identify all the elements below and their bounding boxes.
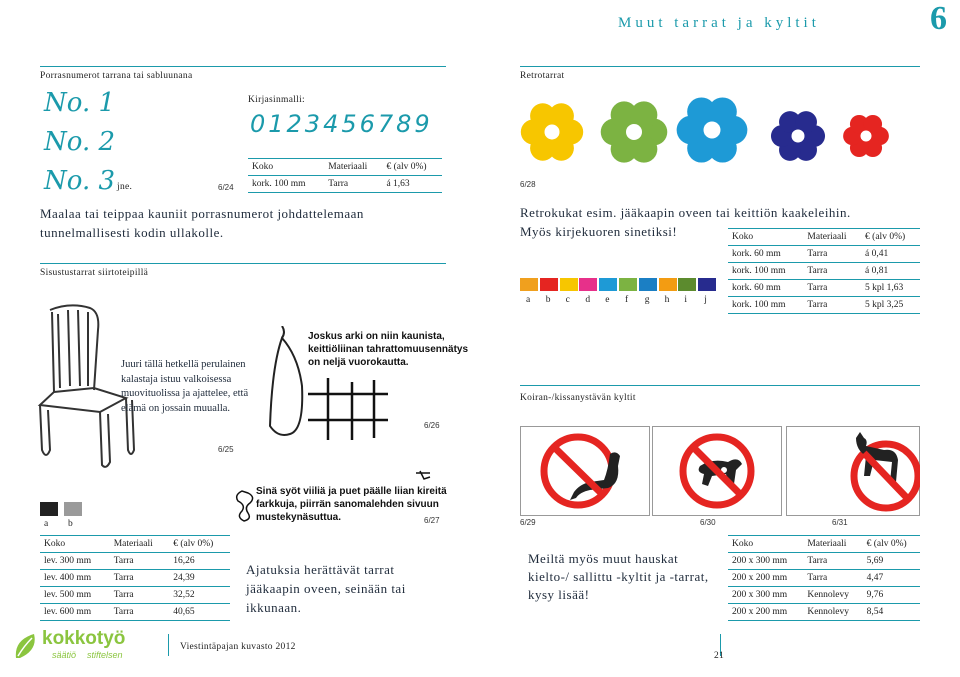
retro-swatch-j <box>698 278 716 291</box>
retro-swatch-label-a: a <box>526 295 531 305</box>
stair-sample-3: No. 3 <box>44 166 116 196</box>
logo-sub2: stiftelsen <box>87 650 123 660</box>
retro-swatch-a <box>520 278 538 291</box>
sign-code-2: 6/30 <box>700 518 716 527</box>
retro-swatch-d <box>579 278 597 291</box>
signs-price-table: Koko Materiaali € (alv 0%) 200 x 300 mm Tarra 5,69 200 x 200 mm Tarra 4,47 200 x 300 mm Kennolevy 9,76 200 x 200 mm Kennolevy 8,54 <box>728 535 920 621</box>
towel-image <box>268 326 308 438</box>
chair-quote: Juuri tällä hetkellä perulainen kalastaja istuu valkoisessa muovituolissa ja ajattelee, että elämä on jossain muualla. <box>121 359 249 414</box>
retro-swatch-f <box>619 278 637 291</box>
product-code: 6/24 <box>218 183 234 192</box>
retro-swatch-c <box>560 278 578 291</box>
retro-swatch-label-c: c <box>565 295 570 305</box>
no-dogs-sign-1 <box>520 426 650 516</box>
retro-flower-3 <box>677 97 748 162</box>
retro-flower-1 <box>521 103 583 160</box>
retro-swatch-label-j: j <box>704 295 707 305</box>
logo-sub: säätiö <box>52 650 77 660</box>
font-sample-digits: 0123456789 <box>250 110 433 138</box>
no-cats-sign <box>786 426 920 516</box>
retro-swatch-label-e: e <box>605 295 610 305</box>
retro-swatch-label-b: b <box>545 295 551 305</box>
signs-title: Koiran-/kissanystävän kyltit <box>520 393 636 403</box>
pen-code: 6/27 <box>424 516 440 525</box>
retro-swatch-label-h: h <box>664 295 670 305</box>
jne-label: jne. <box>117 182 133 192</box>
stair-numbers-title: Porrasnumerot tarrana tai sabluunana <box>40 71 193 81</box>
footer-logo <box>12 628 152 668</box>
retro-swatch-h <box>659 278 677 291</box>
retro-color-swatches <box>520 278 718 308</box>
retro-description: Retrokukat esim. jääkaapin oveen tai keittiön kaakeleihin. <box>520 205 851 220</box>
retro-swatch-label-d: d <box>585 295 591 305</box>
no-dogs-sign-2 <box>652 426 782 516</box>
stair-sample-2: No. 2 <box>44 127 116 157</box>
page-number: 21 <box>714 651 725 661</box>
color-swatch-b <box>64 502 82 516</box>
hash-grid <box>308 378 388 440</box>
pen-quote: Sinä syöt viiliä ja puet päälle liian kireitä farkkuja, piirrän sanomalehden sivuun mustekynäsuttua. <box>256 486 447 523</box>
retro-swatch-label-f: f <box>625 295 629 305</box>
stair-description: Maalaa tai teippaa kauniit porrasnumerot johdattelemaan tunnelmallisesti kodin ullakolle. <box>40 206 364 240</box>
transfer-title: Sisustustarrat siirtoteipillä <box>40 268 149 278</box>
stair-price-table: Koko Materiaali € (alv 0%) kork. 100 mm Tarra á 1,63 <box>248 158 442 193</box>
retro-flowers-image <box>516 92 906 184</box>
stair-sample-1: No. 1 <box>44 88 116 118</box>
retro-swatch-g <box>639 278 657 291</box>
logo-main: kokkotyö <box>42 628 126 649</box>
leaf-icon <box>12 632 40 662</box>
page-title: Muut tarrat ja kyltit <box>618 15 820 31</box>
sign-code-1: 6/29 <box>520 518 536 527</box>
catalog-name: Viestintäpajan kuvasto 2012 <box>180 642 296 652</box>
towel-quote: Joskus arki on niin kaunista, keittiöliinan tahrattomuusennätys on neljä vuorokautta. <box>308 331 469 368</box>
retro-price-table: Koko Materiaali € (alv 0%) kork. 60 mm Tarra á 0,41 kork. 100 mm Tarra á 0,81 kork. 60 mm Tarra 5 kpl 1,63 kork. 100 mm Tarra 5 kpl 3,25 <box>728 228 920 314</box>
swatch-label-b: b <box>68 519 74 529</box>
transfer-price-table: Koko Materiaali € (alv 0%) lev. 300 mm Tarra 16,26 lev. 400 mm Tarra 24,39 lev. 500 mm Tarra 32,52 lev. 600 mm Tarra 40,65 <box>40 535 230 621</box>
retro-description-2: Myös kirjekuoren sinetiksi! <box>520 224 678 239</box>
font-sample-label: Kirjasinmalli: <box>248 95 305 105</box>
retro-code: 6/28 <box>520 180 536 189</box>
retro-swatch-e <box>599 278 617 291</box>
towel-code: 6/26 <box>424 421 440 430</box>
thoughts-text: Ajatuksia herättävät tarrat jääkaapin oveen, seinään tai ikkunaan. <box>246 562 406 615</box>
retro-swatch-label-g: g <box>644 295 650 305</box>
retro-swatch-label-i: i <box>684 295 688 305</box>
chapter-number: 6 <box>930 0 947 37</box>
retro-flower-5 <box>843 115 889 157</box>
color-swatch-a <box>40 502 58 516</box>
retro-swatch-i <box>678 278 696 291</box>
retro-swatch-b <box>540 278 558 291</box>
retro-title: Retrotarrat <box>520 71 565 81</box>
retro-flower-2 <box>601 101 668 162</box>
other-signs-text: Meiltä myös muut hauskat kielto-/ sallittu -kyltit ja -tarrat, kysy lisää! <box>528 551 709 602</box>
sign-code-3: 6/31 <box>832 518 848 527</box>
chair-code: 6/25 <box>218 445 234 454</box>
swatch-label-a: a <box>44 519 49 529</box>
retro-flower-4 <box>771 111 825 161</box>
